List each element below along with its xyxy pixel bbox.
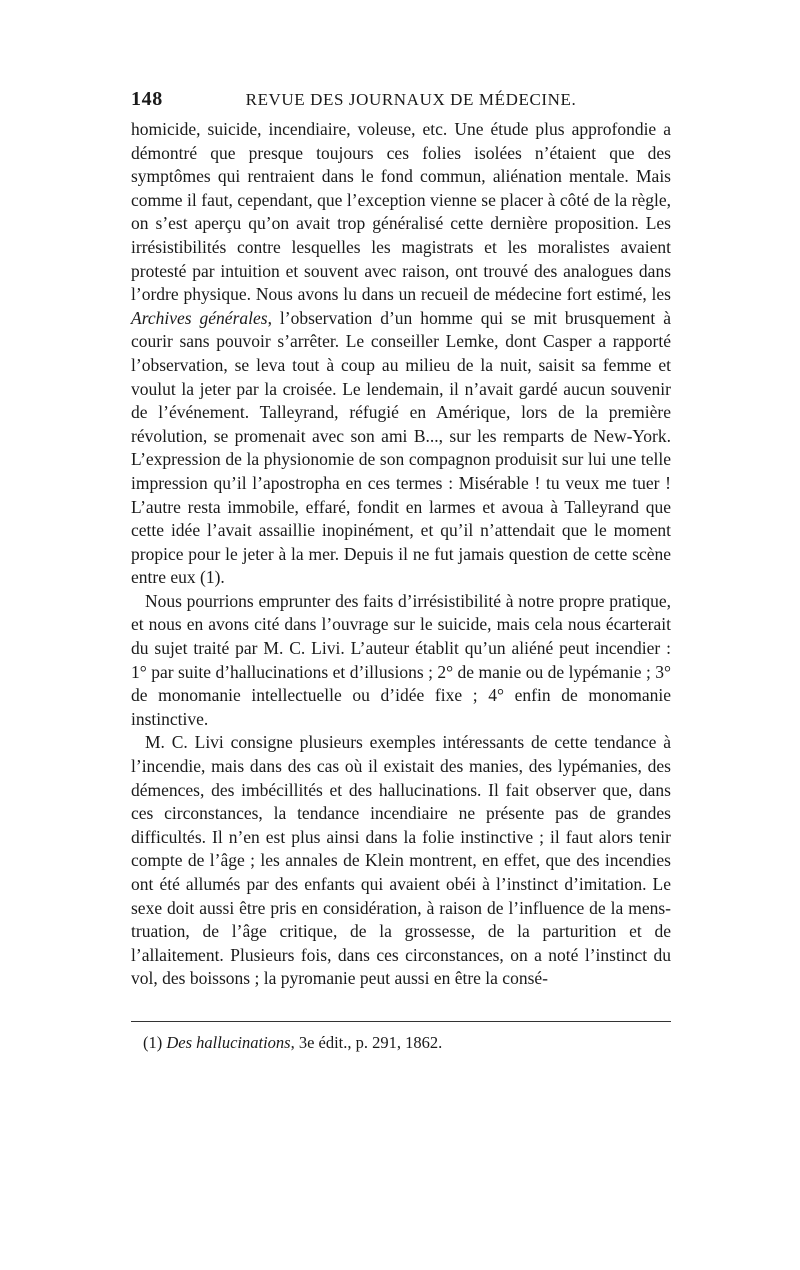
paragraph-1 (131, 118, 671, 590)
text-segment: M. C. Livi consigne plusieurs exemples intéressants de cette tendance à l’incendie, mais dans des cas où il existait des manies, des lypémanies, des démences, des imbécillités et des hallucinations. Il fait observer que, dans ces circonstances, la tendance incendiaire ne présente pas de grandes difficultés. Il n’en est plus ainsi dans la folie instinctive ; il faut alors tenir compte de l’âge ; les annales de Klein montrent, en effet, que des incendies ont été allumés par des enfants qui avaient obéi à l’instinct d’imitation. Le sexe doit aussi être pris en considération, à raison de l’influence de la menstruation, de l’âge critique, de la grossesse, de la parturition et de l’allaitement. Plusieurs fois, dans ces circonstances, on a noté l’instinct du vol, des boissons ; la pyromanie peut aussi en être la consé- (131, 732, 671, 989)
running-head (131, 88, 671, 118)
footnote-details: , 3e édit., p. 291, 1862. (290, 1032, 443, 1052)
paragraph-3 (131, 731, 671, 991)
footnote-rule (131, 1021, 671, 1022)
footnote-marker: (1) (143, 1032, 167, 1052)
text-segment: homicide, suicide, incendiaire, voleuse, etc. Une étude plus approfondie a démontré que presque toujours ces folies isolées n’étaient que des symptômes qui rentraient dans le fond commun, aliénation mentale. Mais comme il faut, cependant, que l’exception vienne se placer à côté de la règle, on s’est aperçu qu’on avait trop généralisé cette dernière proposition. Les irrésistibilités contre lesquelles les magistrats et les moralistes avaient protesté par intuition et souvent avec raison, ont trouvé des analogues dans l’ordre physique. Nous avons lu dans un recueil de médecine fort estimé, les (131, 119, 671, 305)
book-page (131, 88, 671, 1054)
page-number: 148 (131, 88, 163, 110)
footnote (131, 1032, 671, 1054)
text-segment: , l’observation d’un homme qui se mit brusquement à courir sans pouvoir s’arrêter. Le conseiller Lemke, dont Casper a rapporté l’observation, se leva tout à coup au milieu de la nuit, saisit sa femme et voulut la jeter par la croisée. Le lendemain, il n’avait gardé aucun souvenir de l’événement. Talleyrand, réfugié en Amérique, lors de la première révolution, se promenait avec son ami B..., sur les remparts de New-York. L’expression de la physionomie de son compagnon produisit sur lui une telle impression qu’il l’apostropha en ces termes : Misérable ! tu veux me tuer ! L’autre resta immobile, effaré, fondit en larmes et avoua à Talleyrand que cette idée l’avait assaillie inopinément, et qu’il n’attendait que le moment propice pour le jeter à la mer. Depuis il ne fut jamais question de cette scène entre eux (1). (131, 307, 671, 588)
journal-title-archives-generales: Archives générales (131, 307, 268, 328)
footnote-book-title: Des hallucinations (166, 1032, 291, 1052)
body-text (131, 118, 671, 991)
paragraph-2 (131, 590, 671, 732)
running-title: REVUE DES JOURNAUX DE MÉDECINE. (245, 90, 577, 109)
text-segment: Nous pourrions emprunter des faits d’irrésistibilité à notre propre pratique, et nous en avons cité dans l’ouvrage sur le suicide, mais cela nous écarterait du sujet traité par M. C. Livi. L’auteur établit qu’un aliéné peut incendier : 1° par suite d’hallucinations et d’illusions ; 2° de manie ou de lypémanie ; 3° de monomanie intellectuelle ou d’idée fixe ; 4° enfin de monomanie instinctive. (131, 590, 671, 729)
